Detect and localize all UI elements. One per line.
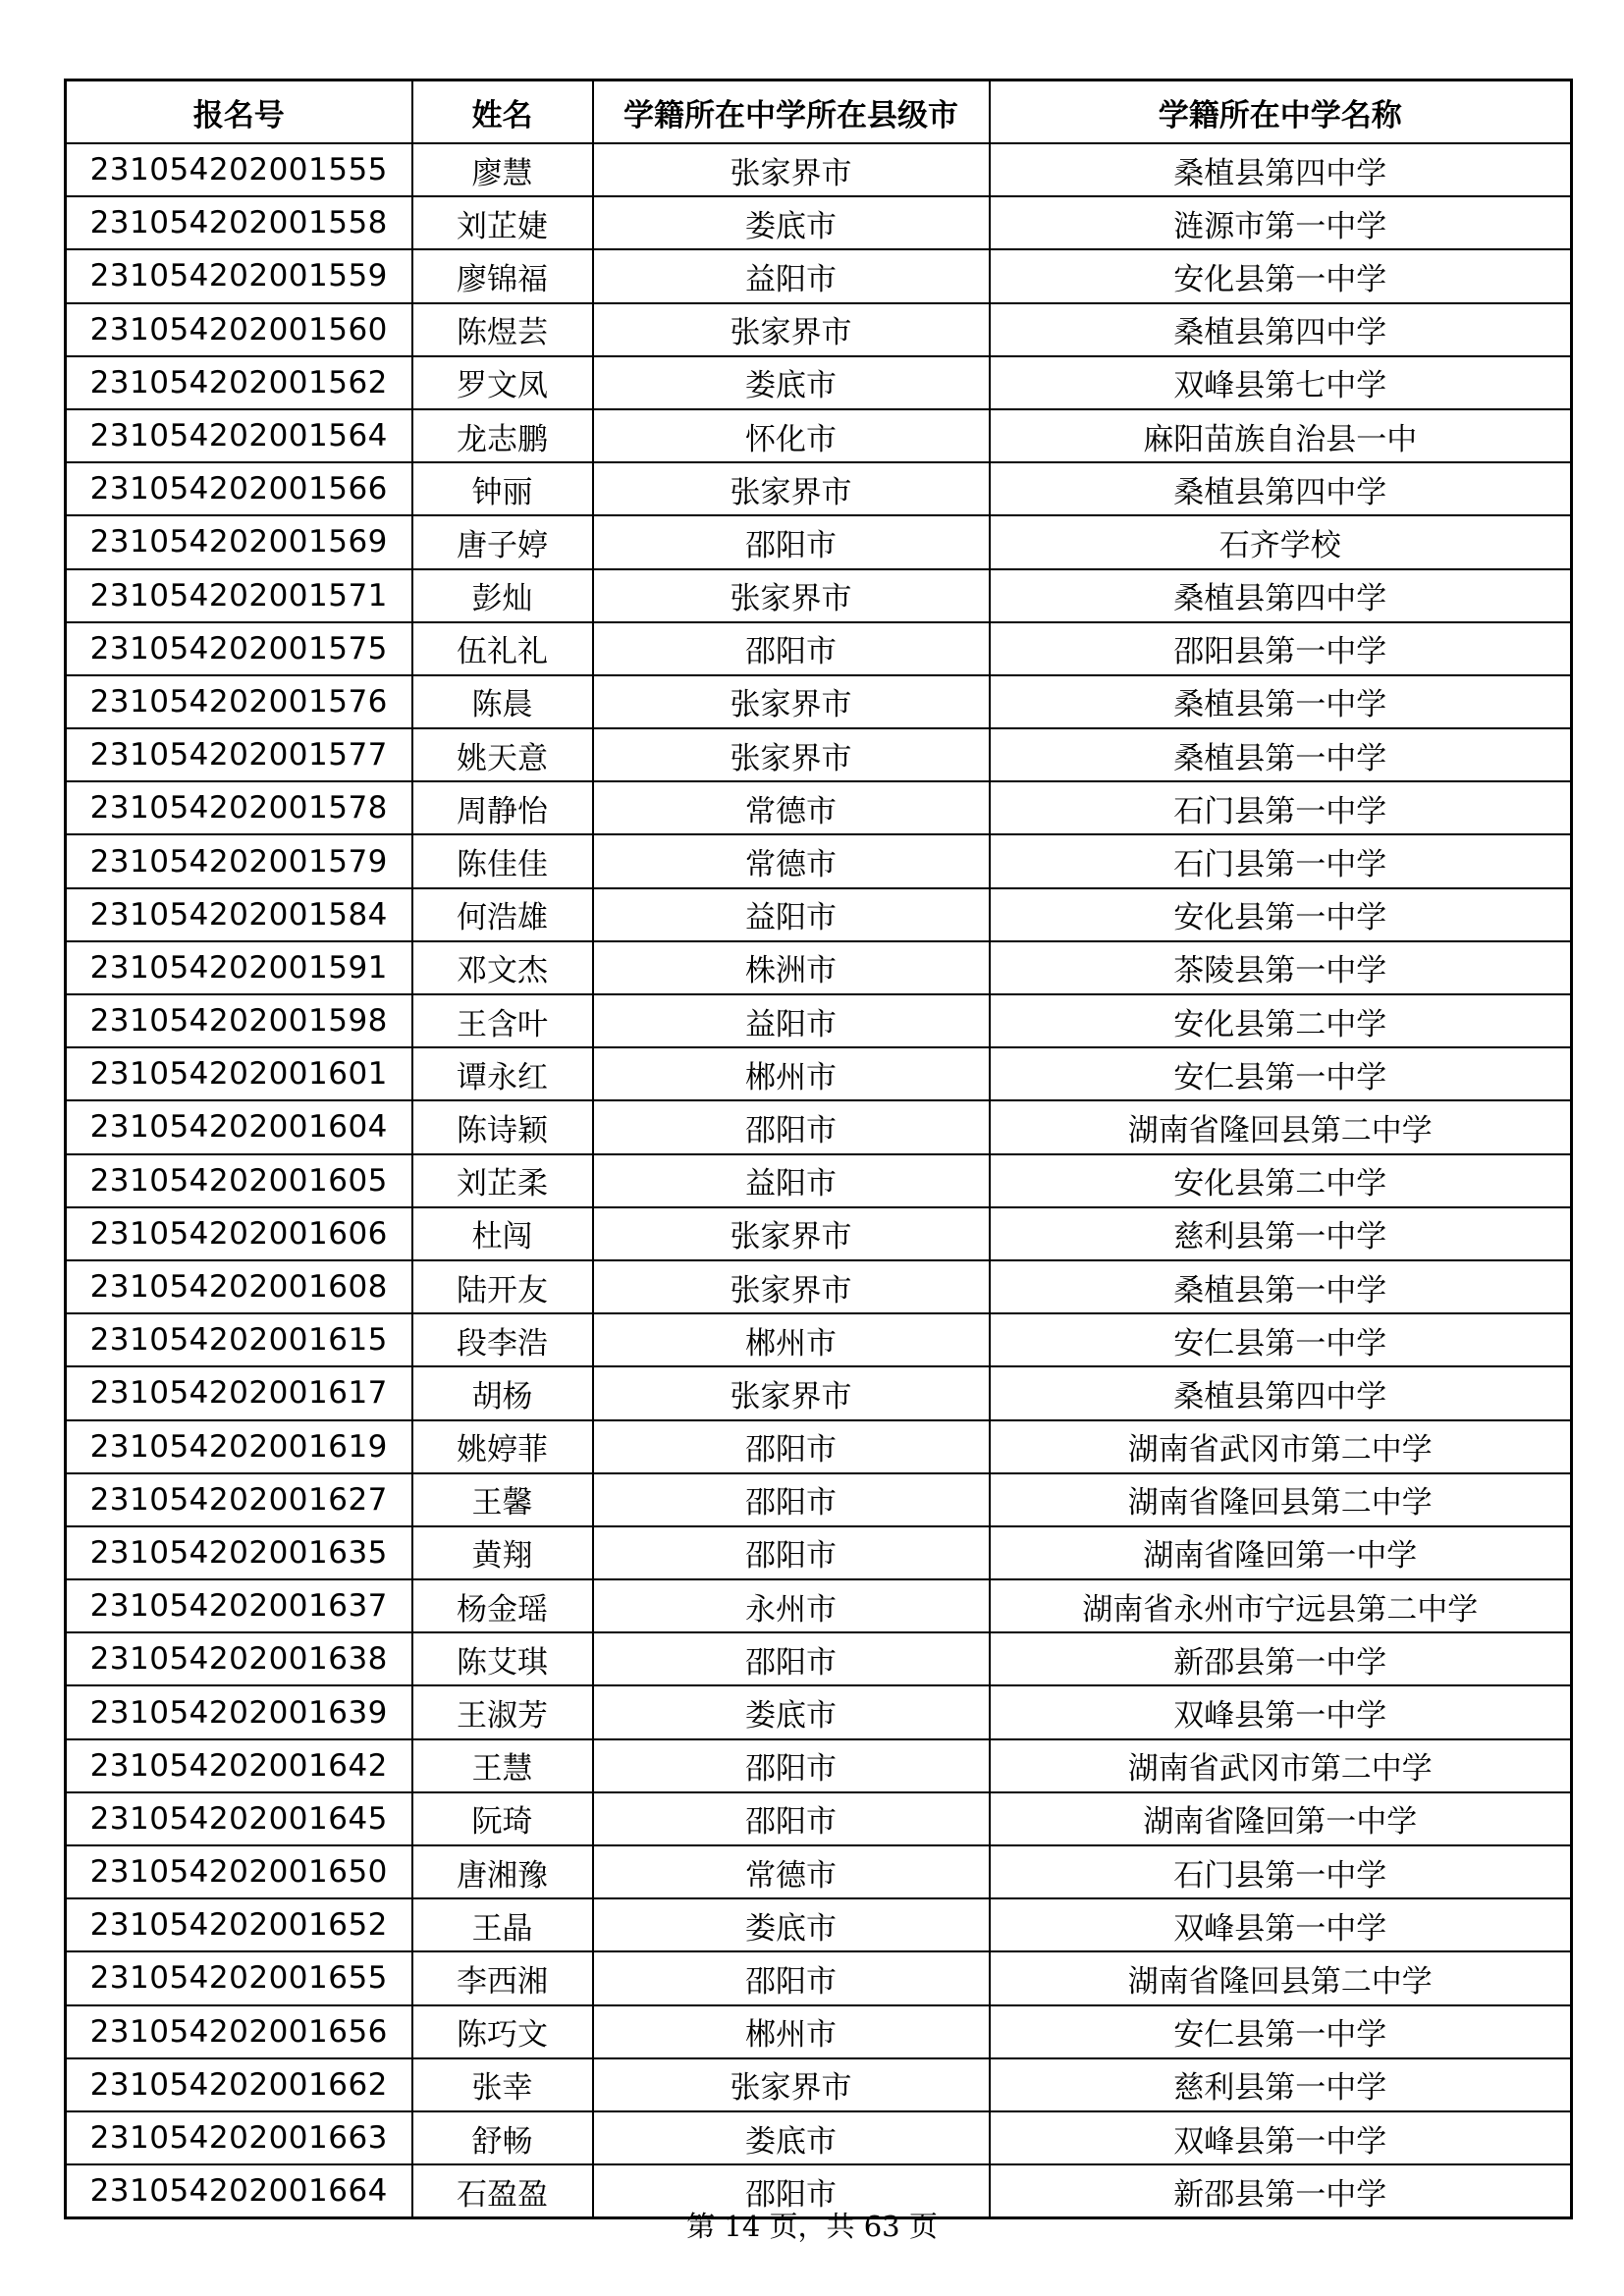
table-row bbox=[66, 515, 1572, 568]
registration-number-cell: 231054202001608 bbox=[66, 1260, 412, 1313]
registration-number-cell: 231054202001578 bbox=[66, 781, 412, 834]
school-name-cell: 双峰县第一中学 bbox=[990, 1898, 1572, 1951]
name-cell: 伍礼礼 bbox=[412, 622, 593, 675]
name-cell: 李西湘 bbox=[412, 1951, 593, 2004]
county-city-cell: 邵阳市 bbox=[593, 1420, 990, 1473]
name-cell: 钟丽 bbox=[412, 462, 593, 515]
school-name-cell: 安仁县第一中学 bbox=[990, 2005, 1572, 2058]
county-city-cell: 常德市 bbox=[593, 781, 990, 834]
registration-number-cell: 231054202001638 bbox=[66, 1632, 412, 1685]
school-name-cell: 石门县第一中学 bbox=[990, 781, 1572, 834]
name-cell: 何浩雄 bbox=[412, 888, 593, 941]
student-table-container bbox=[64, 79, 1570, 2219]
registration-number-cell: 231054202001606 bbox=[66, 1207, 412, 1260]
registration-number-cell: 231054202001639 bbox=[66, 1685, 412, 1738]
school-name-cell: 安仁县第一中学 bbox=[990, 1313, 1572, 1366]
table-row bbox=[66, 1526, 1572, 1579]
county-city-cell: 邵阳市 bbox=[593, 1739, 990, 1792]
name-cell: 王馨 bbox=[412, 1473, 593, 1526]
county-city-cell: 常德市 bbox=[593, 1845, 990, 1898]
table-row bbox=[66, 1047, 1572, 1100]
registration-number-cell: 231054202001566 bbox=[66, 462, 412, 515]
registration-number-cell: 231054202001645 bbox=[66, 1792, 412, 1845]
table-row bbox=[66, 1898, 1572, 1951]
registration-number-cell: 231054202001584 bbox=[66, 888, 412, 941]
county-city-cell: 张家界市 bbox=[593, 1366, 990, 1419]
table-row bbox=[66, 675, 1572, 728]
school-name-cell: 邵阳县第一中学 bbox=[990, 622, 1572, 675]
name-cell: 王慧 bbox=[412, 1739, 593, 1792]
school-name-cell: 桑植县第四中学 bbox=[990, 143, 1572, 196]
county-city-cell: 邵阳市 bbox=[593, 2164, 990, 2218]
header-county-city: 学籍所在中学所在县级市 bbox=[593, 80, 990, 144]
school-name-cell: 桑植县第四中学 bbox=[990, 462, 1572, 515]
name-cell: 杨金瑶 bbox=[412, 1579, 593, 1632]
registration-number-cell: 231054202001571 bbox=[66, 569, 412, 622]
school-name-cell: 双峰县第一中学 bbox=[990, 2111, 1572, 2164]
table-row bbox=[66, 1845, 1572, 1898]
county-city-cell: 娄底市 bbox=[593, 196, 990, 249]
name-cell: 陈煜芸 bbox=[412, 303, 593, 356]
school-name-cell: 湖南省隆回第一中学 bbox=[990, 1792, 1572, 1845]
registration-number-cell: 231054202001635 bbox=[66, 1526, 412, 1579]
school-name-cell: 湖南省隆回第一中学 bbox=[990, 1526, 1572, 1579]
table-row bbox=[66, 941, 1572, 994]
county-city-cell: 邵阳市 bbox=[593, 1473, 990, 1526]
name-cell: 王含叶 bbox=[412, 994, 593, 1047]
name-cell: 刘芷婕 bbox=[412, 196, 593, 249]
table-row bbox=[66, 1313, 1572, 1366]
name-cell: 谭永红 bbox=[412, 1047, 593, 1100]
school-name-cell: 湖南省隆回县第二中学 bbox=[990, 1951, 1572, 2004]
table-row bbox=[66, 1739, 1572, 1792]
name-cell: 陈巧文 bbox=[412, 2005, 593, 2058]
student-table bbox=[64, 79, 1573, 2219]
name-cell: 王晶 bbox=[412, 1898, 593, 1951]
table-row bbox=[66, 2005, 1572, 2058]
registration-number-cell: 231054202001559 bbox=[66, 249, 412, 302]
table-row bbox=[66, 356, 1572, 409]
county-city-cell: 常德市 bbox=[593, 834, 990, 887]
name-cell: 陈诗颖 bbox=[412, 1100, 593, 1153]
table-row bbox=[66, 196, 1572, 249]
school-name-cell: 安化县第一中学 bbox=[990, 888, 1572, 941]
school-name-cell: 湖南省隆回县第二中学 bbox=[990, 1473, 1572, 1526]
county-city-cell: 郴州市 bbox=[593, 1313, 990, 1366]
county-city-cell: 邵阳市 bbox=[593, 1100, 990, 1153]
registration-number-cell: 231054202001619 bbox=[66, 1420, 412, 1473]
table-row bbox=[66, 1420, 1572, 1473]
school-name-cell: 湖南省永州市宁远县第二中学 bbox=[990, 1579, 1572, 1632]
table-row bbox=[66, 1473, 1572, 1526]
registration-number-cell: 231054202001627 bbox=[66, 1473, 412, 1526]
school-name-cell: 桑植县第四中学 bbox=[990, 303, 1572, 356]
county-city-cell: 邵阳市 bbox=[593, 515, 990, 568]
county-city-cell: 郴州市 bbox=[593, 1047, 990, 1100]
table-row bbox=[66, 303, 1572, 356]
registration-number-cell: 231054202001642 bbox=[66, 1739, 412, 1792]
header-school-name: 学籍所在中学名称 bbox=[990, 80, 1572, 144]
registration-number-cell: 231054202001664 bbox=[66, 2164, 412, 2218]
county-city-cell: 娄底市 bbox=[593, 1898, 990, 1951]
table-row bbox=[66, 1366, 1572, 1419]
table-row bbox=[66, 1792, 1572, 1845]
county-city-cell: 张家界市 bbox=[593, 462, 990, 515]
name-cell: 段李浩 bbox=[412, 1313, 593, 1366]
table-body bbox=[66, 143, 1572, 2218]
name-cell: 陈艾琪 bbox=[412, 1632, 593, 1685]
registration-number-cell: 231054202001601 bbox=[66, 1047, 412, 1100]
name-cell: 廖锦福 bbox=[412, 249, 593, 302]
registration-number-cell: 231054202001663 bbox=[66, 2111, 412, 2164]
table-row bbox=[66, 1579, 1572, 1632]
county-city-cell: 张家界市 bbox=[593, 675, 990, 728]
registration-number-cell: 231054202001576 bbox=[66, 675, 412, 728]
school-name-cell: 安化县第二中学 bbox=[990, 994, 1572, 1047]
table-row bbox=[66, 249, 1572, 302]
county-city-cell: 邵阳市 bbox=[593, 1632, 990, 1685]
county-city-cell: 益阳市 bbox=[593, 1154, 990, 1207]
registration-number-cell: 231054202001662 bbox=[66, 2058, 412, 2111]
name-cell: 邓文杰 bbox=[412, 941, 593, 994]
county-city-cell: 邵阳市 bbox=[593, 622, 990, 675]
table-row bbox=[66, 2058, 1572, 2111]
table-row bbox=[66, 569, 1572, 622]
registration-number-cell: 231054202001577 bbox=[66, 728, 412, 781]
table-row bbox=[66, 834, 1572, 887]
school-name-cell: 新邵县第一中学 bbox=[990, 1632, 1572, 1685]
table-row bbox=[66, 622, 1572, 675]
county-city-cell: 邵阳市 bbox=[593, 1792, 990, 1845]
registration-number-cell: 231054202001575 bbox=[66, 622, 412, 675]
registration-number-cell: 231054202001650 bbox=[66, 1845, 412, 1898]
school-name-cell: 桑植县第一中学 bbox=[990, 675, 1572, 728]
table-row bbox=[66, 781, 1572, 834]
table-header-row bbox=[66, 80, 1572, 144]
table-row bbox=[66, 1951, 1572, 2004]
header-name: 姓名 bbox=[412, 80, 593, 144]
table-row bbox=[66, 888, 1572, 941]
name-cell: 刘芷柔 bbox=[412, 1154, 593, 1207]
school-name-cell: 新邵县第一中学 bbox=[990, 2164, 1572, 2218]
county-city-cell: 株洲市 bbox=[593, 941, 990, 994]
registration-number-cell: 231054202001637 bbox=[66, 1579, 412, 1632]
registration-number-cell: 231054202001604 bbox=[66, 1100, 412, 1153]
name-cell: 杜闯 bbox=[412, 1207, 593, 1260]
registration-number-cell: 231054202001605 bbox=[66, 1154, 412, 1207]
school-name-cell: 桑植县第四中学 bbox=[990, 1366, 1572, 1419]
name-cell: 石盈盈 bbox=[412, 2164, 593, 2218]
county-city-cell: 娄底市 bbox=[593, 356, 990, 409]
county-city-cell: 张家界市 bbox=[593, 1207, 990, 1260]
name-cell: 唐子婷 bbox=[412, 515, 593, 568]
school-name-cell: 安化县第二中学 bbox=[990, 1154, 1572, 1207]
school-name-cell: 桑植县第一中学 bbox=[990, 728, 1572, 781]
registration-number-cell: 231054202001579 bbox=[66, 834, 412, 887]
name-cell: 阮琦 bbox=[412, 1792, 593, 1845]
school-name-cell: 茶陵县第一中学 bbox=[990, 941, 1572, 994]
school-name-cell: 桑植县第四中学 bbox=[990, 569, 1572, 622]
registration-number-cell: 231054202001562 bbox=[66, 356, 412, 409]
table-row bbox=[66, 1632, 1572, 1685]
registration-number-cell: 231054202001560 bbox=[66, 303, 412, 356]
registration-number-cell: 231054202001652 bbox=[66, 1898, 412, 1951]
school-name-cell: 双峰县第七中学 bbox=[990, 356, 1572, 409]
name-cell: 姚天意 bbox=[412, 728, 593, 781]
county-city-cell: 张家界市 bbox=[593, 143, 990, 196]
county-city-cell: 娄底市 bbox=[593, 2111, 990, 2164]
registration-number-cell: 231054202001591 bbox=[66, 941, 412, 994]
registration-number-cell: 231054202001569 bbox=[66, 515, 412, 568]
table-row bbox=[66, 1685, 1572, 1738]
name-cell: 陈佳佳 bbox=[412, 834, 593, 887]
registration-number-cell: 231054202001598 bbox=[66, 994, 412, 1047]
name-cell: 王淑芳 bbox=[412, 1685, 593, 1738]
county-city-cell: 张家界市 bbox=[593, 728, 990, 781]
header-registration-number: 报名号 bbox=[66, 80, 412, 144]
school-name-cell: 双峰县第一中学 bbox=[990, 1685, 1572, 1738]
school-name-cell: 石门县第一中学 bbox=[990, 1845, 1572, 1898]
school-name-cell: 桑植县第一中学 bbox=[990, 1260, 1572, 1313]
school-name-cell: 涟源市第一中学 bbox=[990, 196, 1572, 249]
county-city-cell: 怀化市 bbox=[593, 409, 990, 462]
name-cell: 胡杨 bbox=[412, 1366, 593, 1419]
name-cell: 彭灿 bbox=[412, 569, 593, 622]
registration-number-cell: 231054202001617 bbox=[66, 1366, 412, 1419]
name-cell: 陆开友 bbox=[412, 1260, 593, 1313]
name-cell: 张幸 bbox=[412, 2058, 593, 2111]
school-name-cell: 安仁县第一中学 bbox=[990, 1047, 1572, 1100]
county-city-cell: 邵阳市 bbox=[593, 1526, 990, 1579]
county-city-cell: 益阳市 bbox=[593, 249, 990, 302]
name-cell: 舒畅 bbox=[412, 2111, 593, 2164]
county-city-cell: 张家界市 bbox=[593, 2058, 990, 2111]
county-city-cell: 娄底市 bbox=[593, 1685, 990, 1738]
name-cell: 唐湘豫 bbox=[412, 1845, 593, 1898]
name-cell: 姚婷菲 bbox=[412, 1420, 593, 1473]
table-row bbox=[66, 1207, 1572, 1260]
table-row bbox=[66, 1100, 1572, 1153]
name-cell: 陈晨 bbox=[412, 675, 593, 728]
county-city-cell: 益阳市 bbox=[593, 888, 990, 941]
table-row bbox=[66, 462, 1572, 515]
county-city-cell: 永州市 bbox=[593, 1579, 990, 1632]
school-name-cell: 石齐学校 bbox=[990, 515, 1572, 568]
table-row bbox=[66, 1154, 1572, 1207]
school-name-cell: 安化县第一中学 bbox=[990, 249, 1572, 302]
county-city-cell: 郴州市 bbox=[593, 2005, 990, 2058]
table-row bbox=[66, 728, 1572, 781]
registration-number-cell: 231054202001656 bbox=[66, 2005, 412, 2058]
registration-number-cell: 231054202001655 bbox=[66, 1951, 412, 2004]
county-city-cell: 张家界市 bbox=[593, 1260, 990, 1313]
name-cell: 黄翔 bbox=[412, 1526, 593, 1579]
table-row bbox=[66, 1260, 1572, 1313]
name-cell: 罗文凤 bbox=[412, 356, 593, 409]
school-name-cell: 麻阳苗族自治县一中 bbox=[990, 409, 1572, 462]
registration-number-cell: 231054202001555 bbox=[66, 143, 412, 196]
name-cell: 廖慧 bbox=[412, 143, 593, 196]
school-name-cell: 慈利县第一中学 bbox=[990, 2058, 1572, 2111]
registration-number-cell: 231054202001558 bbox=[66, 196, 412, 249]
table-row bbox=[66, 143, 1572, 196]
school-name-cell: 慈利县第一中学 bbox=[990, 1207, 1572, 1260]
registration-number-cell: 231054202001564 bbox=[66, 409, 412, 462]
table-row bbox=[66, 994, 1572, 1047]
school-name-cell: 湖南省武冈市第二中学 bbox=[990, 1739, 1572, 1792]
school-name-cell: 湖南省隆回县第二中学 bbox=[990, 1100, 1572, 1153]
page-footer: 第 14 页，共 63 页 bbox=[686, 2210, 938, 2243]
county-city-cell: 益阳市 bbox=[593, 994, 990, 1047]
county-city-cell: 张家界市 bbox=[593, 569, 990, 622]
county-city-cell: 邵阳市 bbox=[593, 1951, 990, 2004]
school-name-cell: 石门县第一中学 bbox=[990, 834, 1572, 887]
registration-number-cell: 231054202001615 bbox=[66, 1313, 412, 1366]
school-name-cell: 湖南省武冈市第二中学 bbox=[990, 1420, 1572, 1473]
name-cell: 龙志鹏 bbox=[412, 409, 593, 462]
name-cell: 周静怡 bbox=[412, 781, 593, 834]
county-city-cell: 张家界市 bbox=[593, 303, 990, 356]
table-row bbox=[66, 2111, 1572, 2164]
table-row bbox=[66, 409, 1572, 462]
